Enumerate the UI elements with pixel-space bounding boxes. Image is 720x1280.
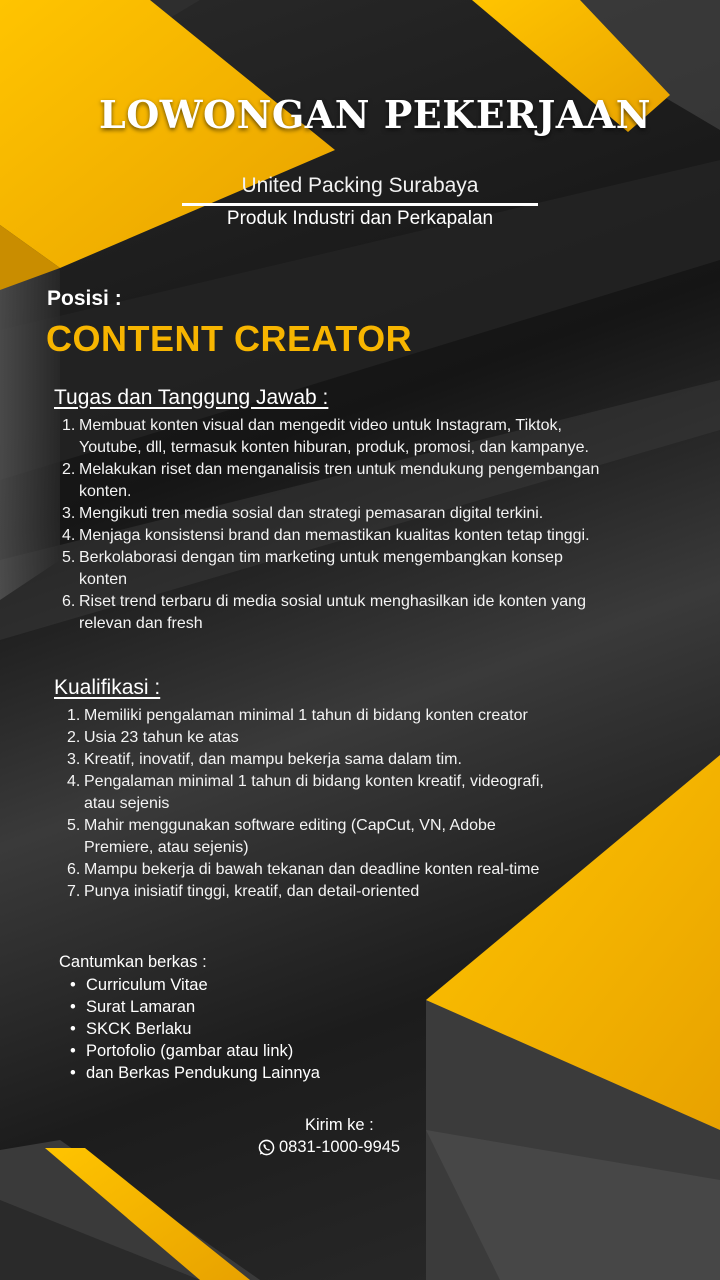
contact-label: Kirim ke : [305, 1116, 374, 1134]
documents-list [58, 974, 320, 1084]
list-item: • Surat Lamaran [70, 998, 196, 1016]
duties-title: Tugas dan Tanggung Jawab : [54, 386, 329, 409]
list-item: 5. Mahir menggunakan software editing (CapCut, VN, Adobe Premiere, atau sejenis) [67, 817, 496, 856]
list-item: • SKCK Berlaku [70, 1020, 192, 1038]
duties-list [62, 415, 702, 635]
list-item: 4. Pengalaman minimal 1 tahun di bidang konten kreatif, videografi, atau sejenis [67, 773, 544, 812]
position-value: CONTENT CREATOR [46, 318, 413, 359]
list-item: 2. Usia 23 tahun ke atas [67, 729, 239, 746]
qualifications-list [67, 705, 687, 903]
phone-number: 0831-1000-9945 [279, 1138, 401, 1156]
poster-title: LOWONGAN PEKERJAAN [98, 92, 652, 137]
list-item: 4. Menjaga konsistensi brand dan memastikan kualitas konten tetap tinggi. [62, 527, 590, 544]
documents-label: Cantumkan berkas : [59, 953, 207, 971]
list-item: 1. Membuat konten visual dan mengedit video untuk Instagram, Tiktok, Youtube, dll, termasuk konten hiburan, produk, promosi, dan kampanye. [62, 417, 589, 456]
company-tagline: Produk Industri dan Perkapalan [226, 208, 494, 229]
whatsapp-icon [258, 1139, 275, 1156]
list-item: • Portofolio (gambar atau link) [70, 1042, 294, 1060]
contact-phone[interactable] [258, 1138, 400, 1157]
list-item: 3. Kreatif, inovatif, dan mampu bekerja sama dalam tim. [67, 751, 462, 768]
list-item: 1. Memiliki pengalaman minimal 1 tahun di bidang konten creator [67, 707, 528, 724]
list-item: • dan Berkas Pendukung Lainnya [70, 1064, 320, 1082]
list-item: • Curriculum Vitae [70, 976, 208, 994]
list-item: 6. Mampu bekerja di bawah tekanan dan deadline konten real-time [67, 861, 540, 878]
title-divider [182, 203, 538, 206]
list-item: 5. Berkolaborasi dengan tim marketing untuk mengembangkan konsep konten [62, 549, 563, 588]
company-name: United Packing Surabaya [241, 174, 479, 197]
list-item: 2. Melakukan riset dan menganalisis tren untuk mendukung pengembangan konten. [62, 461, 600, 500]
list-item: 6. Riset trend terbaru di media sosial untuk menghasilkan ide konten yang relevan dan fresh [62, 593, 586, 632]
position-label: Posisi : [47, 287, 122, 310]
list-item: 3. Mengikuti tren media sosial dan strategi pemasaran digital terkini. [62, 505, 544, 522]
qualifications-title: Kualifikasi : [54, 676, 161, 699]
list-item: 7. Punya inisiatif tinggi, kreatif, dan detail-oriented [67, 883, 420, 900]
